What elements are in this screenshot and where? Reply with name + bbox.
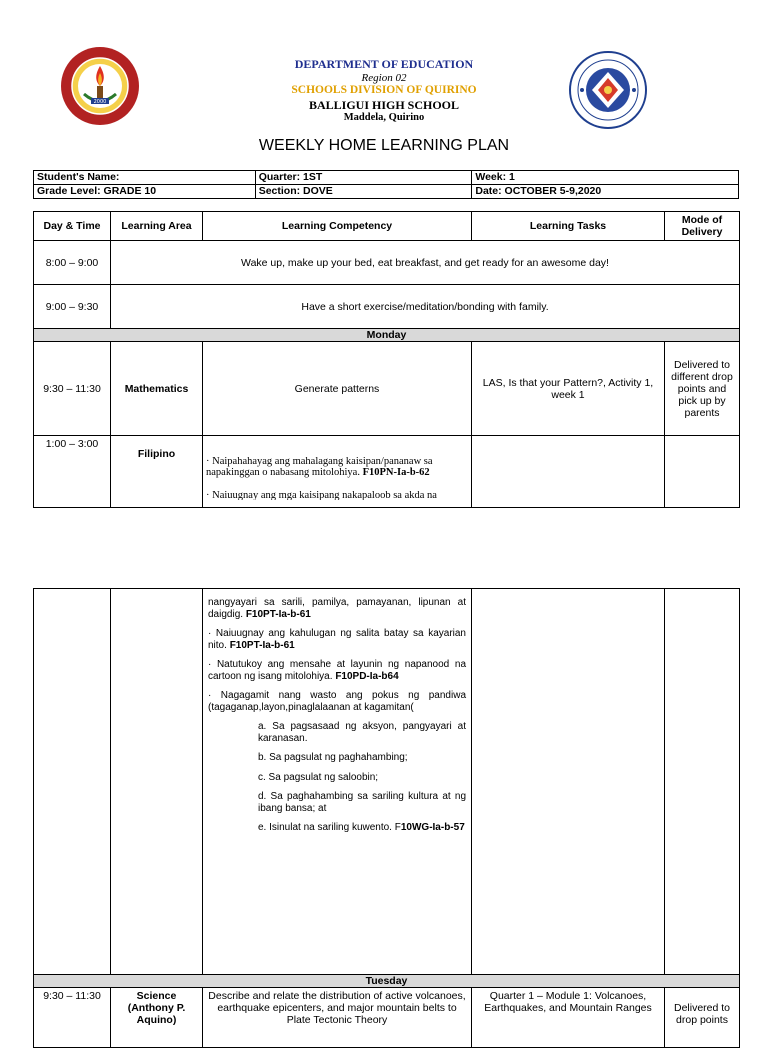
routine-text: Wake up, make up your bed, eat breakfast, and get ready for an awesome day! <box>111 241 740 285</box>
competency-subitem: c. Sa pagsulat ng saloobin; <box>258 771 379 783</box>
time-cell: 9:30 – 11:30 <box>34 342 111 436</box>
seal-year: 2000 <box>93 99 107 105</box>
learning-area-cell <box>111 589 203 975</box>
learning-area-cell: Filipino <box>111 436 203 508</box>
learning-area-cell: Science (Anthony P. Aquino) <box>111 988 203 1048</box>
competency-item: · Nagagamit nang wasto ang pokus ng pandiwa (tagaganap,layon,pinaglalaanan at kagamitan( <box>208 690 466 713</box>
delivery-cell <box>665 589 740 975</box>
competency-subitem: a. Sa pagsasaad ng aksyon, pangyayari at karanasan. <box>258 721 466 744</box>
day-label: Tuesday <box>34 975 740 988</box>
competency-subitem: d. Sa paghahambing sa sariling kultura at ng ibang bansa; at <box>258 791 466 814</box>
region-name: Region 02 <box>361 72 407 84</box>
school-name: BALLIGUI HIGH SCHOOL <box>308 98 460 112</box>
table-row <box>34 589 740 975</box>
column-header-tasks: Learning Tasks <box>472 212 665 241</box>
table-row <box>34 436 740 508</box>
delivery-cell: Delivered to different drop points and pick up by parents <box>665 342 740 436</box>
time-cell <box>34 589 111 975</box>
table-row <box>34 342 740 436</box>
delivery-cell: Delivered to drop points <box>665 988 740 1048</box>
student-info-table <box>33 170 739 199</box>
learning-area-cell: Mathematics <box>111 342 203 436</box>
column-header-day-time: Day & Time <box>34 212 111 241</box>
routine-time: 8:00 – 9:00 <box>34 241 111 285</box>
grade-level-label: Grade Level: GRADE 10 <box>34 185 256 199</box>
table-row <box>34 988 740 1048</box>
quarter-label: Quarter: 1ST <box>255 171 472 185</box>
routine-row <box>34 285 740 329</box>
routine-text: Have a short exercise/meditation/bonding with family. <box>111 285 740 329</box>
learning-plan-table <box>33 211 740 508</box>
competency-text: · Naipahahayag ang mahalagang kaisipan/pananaw sa napakinggan o nabasang mitolohiya. <box>206 456 433 478</box>
column-header-delivery: Mode of Delivery <box>665 212 740 241</box>
competency-code: F10PN-Ia-b-62 <box>362 467 430 478</box>
competency-cell: Describe and relate the distribution of active volcanoes, earthquake epicenters, and major mountain belts to Plate Tectonic Theory <box>203 988 472 1048</box>
time-cell: 9:30 – 11:30 <box>34 988 111 1048</box>
day-label: Monday <box>34 329 740 342</box>
column-header-learning-area: Learning Area <box>111 212 203 241</box>
tasks-cell: Quarter 1 – Module 1: Volcanoes, Earthquakes, and Mountain Ranges <box>472 988 665 1048</box>
competency-subitem: e. Isinulat na sariling kuwento. F10WG-Ia-b-57 <box>258 822 465 833</box>
competency-item: nangyayari sa sarili, pamilya, pamayanan, lipunan at daigdig. F10PT-Ia-b-61 <box>208 597 466 620</box>
section-label: Section: DOVE <box>255 185 472 199</box>
routine-row <box>34 241 740 285</box>
division-name: SCHOOLS DIVISION OF QUIRINO <box>291 84 477 96</box>
column-header-competency: Learning Competency <box>203 212 472 241</box>
day-divider-monday <box>34 329 740 342</box>
routine-time: 9:00 – 9:30 <box>34 285 111 329</box>
school-address: Maddela, Quirino <box>343 112 425 123</box>
competency-item: · Natutukoy ang mensahe at layunin ng napanood na cartoon ng isang mitolohiya. F10PD-Ia-b64 <box>208 659 466 682</box>
date-label: Date: OCTOBER 5-9,2020 <box>472 185 739 199</box>
competency-cell <box>203 589 472 975</box>
tasks-cell: LAS, Is that your Pattern?, Activity 1, week 1 <box>472 342 665 436</box>
day-divider-tuesday <box>34 975 740 988</box>
tasks-cell <box>472 436 665 508</box>
competency-subitem: b. Sa pagsulat ng paghahambing; <box>258 752 408 763</box>
tasks-cell <box>472 589 665 975</box>
page-title: WEEKLY HOME LEARNING PLAN <box>258 137 510 154</box>
competency-text: · Naiuugnay ang mga kaisipang nakapaloob sa akda na <box>206 490 437 500</box>
competency-cell: Generate patterns <box>203 342 472 436</box>
week-label: Week: 1 <box>472 171 739 185</box>
student-name-label: Student's Name: <box>34 171 256 185</box>
competency-cell <box>203 436 472 508</box>
delivery-cell <box>665 436 740 508</box>
time-cell: 1:00 – 3:00 <box>34 436 111 508</box>
learning-plan-table-continued <box>33 588 740 1048</box>
department-name: DEPARTMENT OF EDUCATION <box>294 57 474 71</box>
competency-item: · Naiuugnay ang kahulugan ng salita batay sa kayarian nito. F10PT-Ia-b-61 <box>208 628 466 651</box>
